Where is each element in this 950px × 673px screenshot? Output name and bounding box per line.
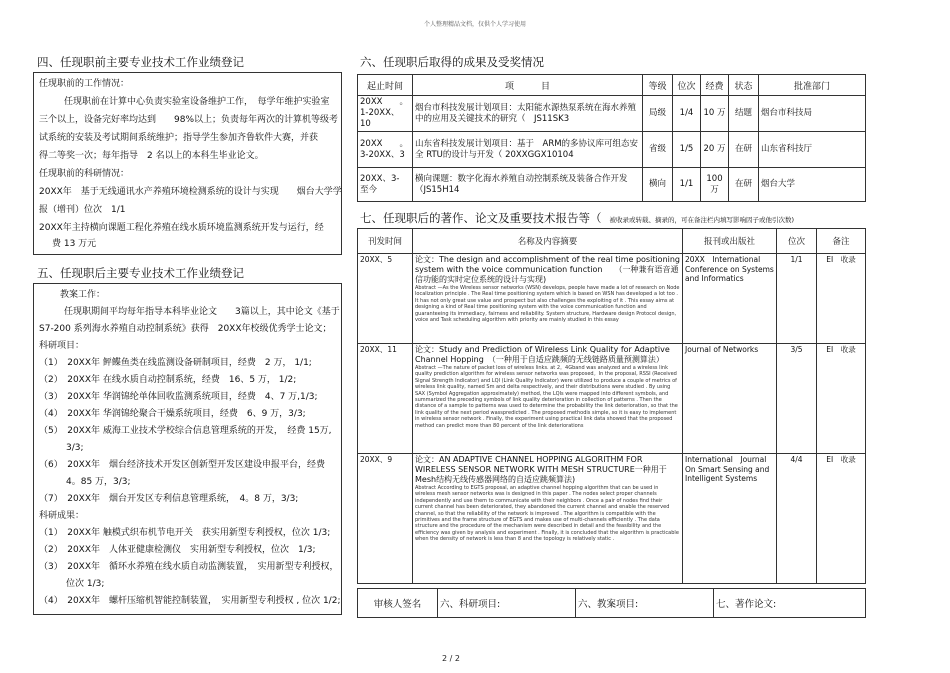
rank-cell: 1/5: [673, 132, 701, 168]
level-cell: 局级: [643, 96, 673, 132]
text-line: （1） 20XX年 触模式织布机节电开关 获实用新型专利授权，位次 1/3;: [39, 528, 331, 538]
rank-cell: 3/5: [777, 344, 817, 454]
status-cell: 在研: [729, 132, 759, 168]
department-cell: 烟台市科技局: [759, 96, 866, 132]
date-cell: 20XX、11: [358, 344, 413, 454]
text-line: 任现职前的科研情况：: [39, 169, 130, 179]
text-line: S7-200 系列海水养殖自动控制系统》获得 20XX年校级优秀学士论文；: [39, 324, 332, 334]
text-line: （5） 20XX年 威海工业技术学校综合信息管理系统的开发， 经费 15万,: [39, 426, 332, 436]
remark-cell: EI 收录: [817, 344, 866, 454]
col-header: 备注: [817, 229, 866, 254]
project-cell: 横向课题：数字化海水养殖自动控制系统及装备合作开发（JS15H14: [413, 168, 643, 202]
signoff-writings: 七、著作论文:: [714, 589, 866, 618]
table-row: [358, 344, 866, 454]
department-cell: 山东省科技厅: [759, 132, 866, 168]
col-header: 起止时间: [358, 75, 413, 96]
col-header: 状态: [729, 75, 759, 96]
text-line: 3/3;: [39, 443, 84, 453]
project-cell: 烟台市科技发展计划项目：太阳能水源热泵系统在海水养殖中的应用及关键技术的研究（ JS11SK3: [413, 96, 643, 132]
paper-title: 论文：The design and accomplishment of the real time positioning system with the voice communication function （一种兼有语音通信功能的实时定位系统的设计与实现): [415, 255, 681, 284]
publications-table: [357, 228, 866, 584]
table-row: [358, 454, 866, 584]
rank-cell: 1/1: [777, 254, 817, 344]
publisher-cell: Journal of Networks: [683, 344, 777, 454]
rank-cell: 1/4: [673, 96, 701, 132]
section-7-title: [360, 210, 794, 226]
funding-cell: 20 万: [701, 132, 729, 168]
col-header: 等级: [643, 75, 673, 96]
remark-cell: EI 收录: [817, 254, 866, 344]
text-line: 20XX年主持横向课题工程化养殖在线水质环境监测系统开发与运行，经: [39, 223, 324, 233]
section-4-title: 四、任现职前主要专业技术工作业绩登记: [37, 55, 244, 69]
col-header: 刊发时间: [358, 229, 413, 254]
text-line: 教案工作：: [60, 290, 106, 300]
page-header: 个人整理精品文档，仅供个人学习使用: [423, 21, 526, 28]
text-line: 科研项目：: [39, 341, 85, 351]
paper-abstract: Abstract —The nature of packet loss of wireless links. at 2。4Gband was analyzed and a wireless link quality prediction algorithm for wireless sensor networks was proposed。In the proposal, RSSI (Received Signal Strength Indicator) and LQI (Link Quality Indicator) were utilized to produce a couple of metrics of wireless link quality, named Sm and delta respectively, and their distributions were studied . By using SAX (Symbol Aggregation approximately) method, the LQIs were mapped into different symbols, and summarized the preceding symbols of link quality deterioration in collection of patterns . Then the distance of a sample to patterns was used to determine the probability the link deterioration, so that the link quality of the next period wasspredicted . The proposed methodis simple, so it is easy to implement in wireless sensor network . Finally, the experiment using practical link data showed that the proposed method can predict more than 80 percent of the link deteriorations: [415, 365, 678, 429]
signoff-teaching: 六、教案项目:: [576, 589, 714, 618]
publisher-cell: 20XX International Conference on Systems and Informatics: [683, 254, 777, 344]
text-line: （6） 20XX年 烟台经济技术开发区创新型开发区建设申报平台，经费: [39, 460, 326, 470]
text-line: （2） 20XX年 人体亚健康检测仪 实用新型专利授权，位次 1/3;: [39, 545, 316, 555]
page-number: 2 / 2: [442, 654, 460, 663]
project-cell: 山东省科技发展计划项目：基于 ARM的多协议库可组态安全 RTU的设计与开发（ 20XXGGX10104: [413, 132, 643, 168]
section-5-title: 五、任现职后主要专业技术工作业绩登记: [37, 266, 244, 280]
achievements-table: [357, 74, 866, 202]
date-cell: 20XX、5: [358, 254, 413, 344]
col-header: 经费: [701, 75, 729, 96]
text-line: 位次 1/3;: [39, 579, 105, 589]
paper-title: 论文：AN ADAPTIVE CHANNEL HOPPING ALGORITHM FOR WIRELESS SENSOR NETWORK WITH MESH STRUCTURE一种用于 Mesh结构无线传感器网络的自适应跳频算法): [415, 455, 675, 484]
table-row: [358, 254, 866, 344]
text-line: （2） 20XX年 在线水质自动控制系统，经费 16、5 万， 1/2;: [39, 375, 297, 385]
remark-cell: EI 收录: [817, 454, 866, 584]
text-line: 试系统的安装及考试期间系统维护；指导学生参加齐鲁软件大赛，并获: [39, 133, 319, 143]
col-header: 项 目: [413, 75, 643, 96]
department-cell: 烟台大学: [759, 168, 866, 202]
col-header: 位次: [777, 229, 817, 254]
funding-cell: 100 万: [701, 168, 729, 202]
col-header: 位次: [673, 75, 701, 96]
publisher-cell: International Journal On Smart Sensing and Intelligent Systems: [683, 454, 777, 584]
table-row: [358, 168, 866, 202]
text-line: （4） 20XX年 螺杆压缩机智能控制装置， 实用新型专利授权 , 位次 1/2;: [39, 596, 341, 606]
text-line: 三个以上，设备完好率均达到 98%以上；负责每年两次的计算机等级考: [39, 115, 339, 125]
rank-cell: 4/4: [777, 454, 817, 584]
funding-cell: 10 万: [701, 96, 729, 132]
text-line: 费 13 万元: [52, 239, 97, 249]
text-line: 任现职期间平均每年指导本科毕业论文 3篇以上，其中论文《基于: [64, 307, 340, 317]
table-row: [358, 96, 866, 132]
col-header: 名称及内容摘要: [413, 229, 683, 254]
section-4-box: [33, 72, 342, 255]
text-line: （3） 20XX年 循环水养殖在线水质自动监测装置， 实用新型专利授权，: [39, 562, 339, 572]
content-cell: [413, 454, 683, 584]
period-cell: 20XX、3- 至今: [358, 168, 413, 202]
text-line: （7） 20XX年 烟台开发区专利信息管理系统， 4。8 万，3/3;: [39, 494, 299, 504]
date-cell: 20XX、9: [358, 454, 413, 584]
text-line: 科研成果：: [39, 511, 85, 521]
status-cell: 在研: [729, 168, 759, 202]
text-line: （1） 20XX年 鲆鲽鱼类在线监测设备研制项目，经费 2 万， 1/1;: [39, 358, 312, 368]
paper-abstract: Abstract According to EGTS proposal, an adaptive channel hopping algorithm that can be used in wireless mesh sensor networks was is designed in this paper . The nodes select proper channels independently and use them to communicate with their neighbors . Once a pair of nodes find their current channel has been deteriorated, they abandoned the current channel and enable the reserved channel, so that the reliability of the network is improved . The algorithm is compatible with the primitives and the frame structure of EGTS and makes use of multi-channels efficiently . The data structure and the procedure of the mechanism were described in detail and the feasibility and the efficiency was given by analysis and experiment . Finally, it is concluded that the algorithm is practicable when the density of network is less than 8 and the topology is relatively static .: [415, 485, 679, 543]
section-7-note: 被收录或转载、摘录的，可在备注栏内填写影响因子或他引次数): [609, 216, 795, 224]
text-line: 得二等奖一次；每年指导 2 名以上的本科生毕业论文。: [39, 151, 264, 161]
section-6-title: 六、任现职后取得的成果及受奖情况: [360, 55, 544, 69]
text-line: （3） 20XX年 华润锦纶单体回收监测系统项目，经费 4、7 万,1/3;: [39, 392, 318, 402]
section-5-box: [33, 283, 342, 615]
text-line: 任现职前在计算中心负责实验室设备维护工作， 每学年维护实验室: [64, 97, 330, 107]
text-line: 任现职前的工作情况：: [39, 79, 130, 89]
col-header: 批准部门: [759, 75, 866, 96]
signoff-table: [357, 588, 866, 618]
col-header: 报刊或出版社: [683, 229, 777, 254]
text-line: 4。85 万，3/3;: [39, 477, 131, 487]
section-7-title-text: 七、任现职后的著作、论文及重要技术报告等（: [360, 211, 602, 225]
paper-abstract: Abstract —As the Wireless sensor networks (WSN) develops, people have made a lot of research on Node localization principle . The Real time positioning system which is based on WSN has developed a lot too . It has not only great use value and prospect but also challenges the exploiting of it . This essay aims at designing a kind of Real time positioning system with the voice communication function and guaranteeing its immediacy, fairness and reliability. System structure, Hardware design Protocol design, voice and Task scheduling algorithm with priority are mainly studied in this essay: [415, 285, 680, 324]
signoff-row: [358, 589, 866, 618]
text-line: 20XX年 基于无线通讯水产养殖环境检测系统的设计与实现 烟台大学学: [39, 187, 342, 197]
paper-title: 论文：Study and Prediction of Wireless Link Quality for Adaptive Channel Hopping （一种用于自适应跳频的无线链路质量预测算法）: [415, 345, 670, 364]
level-cell: 省级: [643, 132, 673, 168]
reviewer-signature-label: 审核人签名: [358, 589, 438, 618]
text-line: 报（增刊）位次 1/1: [39, 205, 126, 215]
content-cell: [413, 254, 683, 344]
rank-cell: 1/1: [673, 168, 701, 202]
table-header-row: [358, 75, 866, 96]
table-row: [358, 132, 866, 168]
level-cell: 横向: [643, 168, 673, 202]
content-cell: [413, 344, 683, 454]
signoff-research: 六、科研项目:: [438, 589, 576, 618]
period-cell: 20XX 。1-20XX、10: [358, 96, 413, 132]
text-line: （4） 20XX年 华润锦纶聚合干燥系统项目，经费 6、9 万，3/3;: [39, 409, 306, 419]
table-header-row: [358, 229, 866, 254]
status-cell: 结题: [729, 96, 759, 132]
period-cell: 20XX 。3-20XX、3: [358, 132, 413, 168]
